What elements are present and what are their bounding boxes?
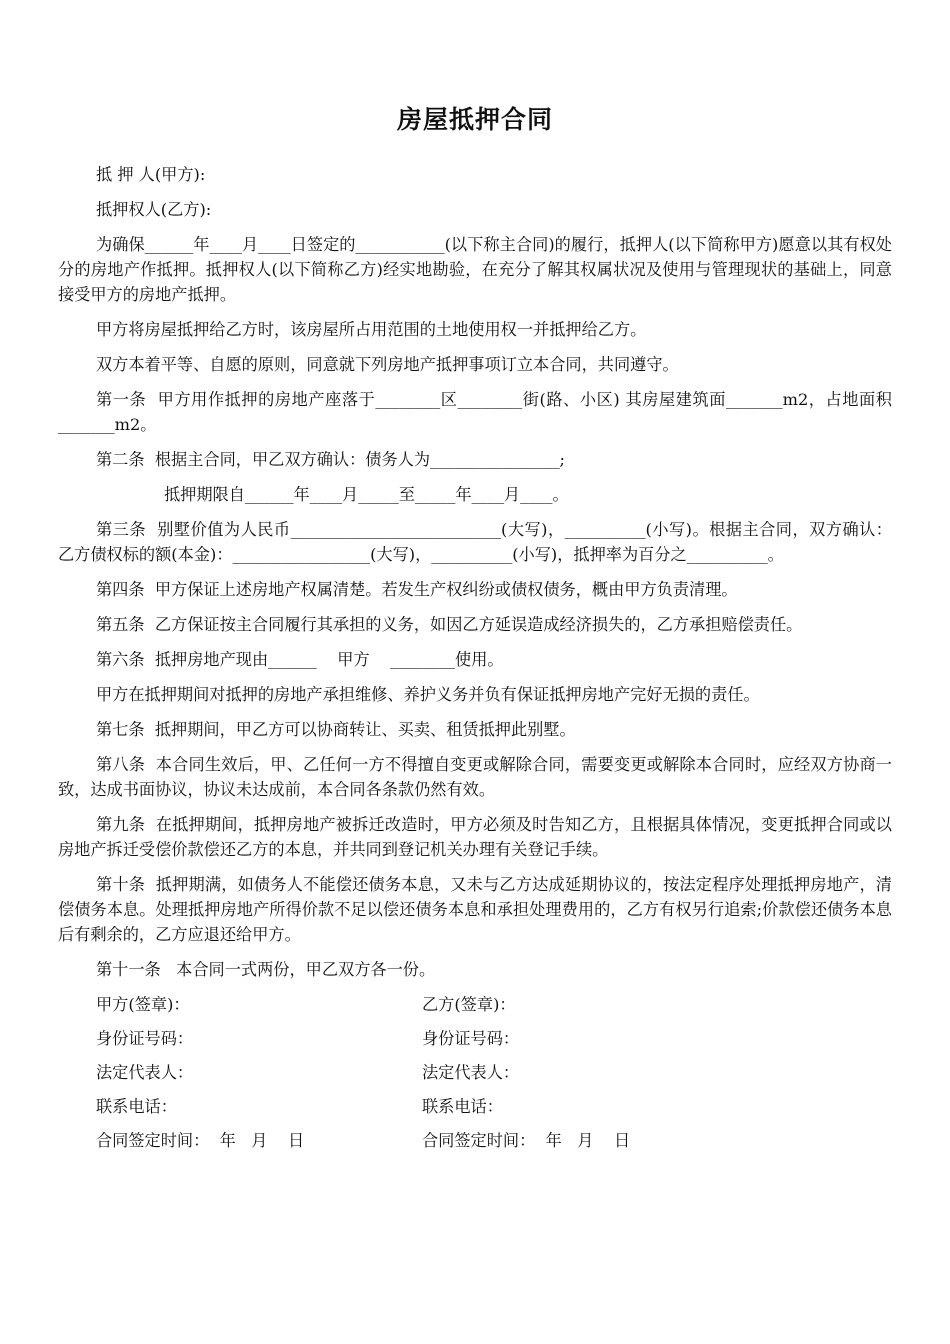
article-5: 第五条 乙方保证按主合同履行其承担的义务，如因乙方延误造成经济损失的，乙方承担赔偿责任。 (96, 615, 803, 634)
party-a-seal-label: 甲方(签章)： (96, 995, 190, 1014)
party-a-line: 抵 押 人(甲方): (96, 165, 206, 184)
article-3: 第三条 别墅价值为人民币__________________________(大写)，__________(小写)。根据主合同，双方确认：乙方债权标的额(本金)：_________________(大写)，__________(小写)，抵押率为百分之__________。 (58, 520, 892, 564)
signature-row (96, 1026, 892, 1060)
article-1: 第一条 甲方用作抵押的房地产座落于________区________街(路、小区) 其房屋建筑面_______m2，占地面积_______m2。 (58, 390, 892, 434)
party-a-id-label: 身份证号码： (96, 1029, 194, 1048)
preamble-paragraph: 为确保______年____月____日签定的___________(以下称主合同)的履行，抵押人(以下简称甲方)愿意以其有权处分的房地产作抵押。抵押权人(以下简称乙方)经实地勘验，在充分了解其权属状况及使用与管理现状的基础上，同意接受甲方的房地产抵押。 (58, 235, 892, 304)
party-a-representative-label: 法定代表人： (96, 1063, 194, 1082)
article-2: 第二条 根据主合同，甲乙双方确认：债务人为________________; (96, 450, 565, 469)
party-b-phone-label: 联系电话： (422, 1097, 503, 1116)
signature-row (96, 1094, 892, 1128)
signature-row (96, 1060, 892, 1094)
party-b-representative-label: 法定代表人： (422, 1063, 520, 1082)
article-8: 第八条 本合同生效后，甲、乙任何一方不得擅自变更或解除合同，需要变更或解除本合同时，应经双方协商一致，达成书面协议，协议未达成前，本合同各条款仍然有效。 (58, 755, 892, 799)
mortgage-term-line: 抵押期限自______年____月_____至_____年____月____。 (164, 485, 569, 504)
signature-row (96, 992, 892, 1026)
party-b-date-label: 合同签定时间： 年 月 日 (422, 1131, 631, 1150)
party-b-id-label: 身份证号码： (422, 1029, 520, 1048)
document-title: 房屋抵押合同 (396, 105, 553, 134)
article-9: 第九条 在抵押期间，抵押房地产被拆迁改造时，甲方必须及时告知乙方，且根据具体情况，变更抵押合同或以房地产拆迁受偿价款偿还乙方的本息，并共同到登记机关办理有关登记手续。 (58, 815, 892, 859)
party-b-line: 抵押权人(乙方): (96, 200, 212, 219)
article-11: 第十一条 本合同一式两份，甲乙双方各一份。 (96, 960, 436, 979)
article-6: 第六条 抵押房地产现由______ 甲方 ________使用。 (96, 650, 504, 669)
party-a-date-label: 合同签定时间： 年 月 日 (96, 1131, 305, 1150)
signature-row (96, 1128, 892, 1162)
article-7: 第七条 抵押期间，甲乙方可以协商转让、买卖、租赁抵押此别墅。 (96, 720, 576, 739)
party-b-seal-label: 乙方(签章)： (422, 995, 516, 1014)
land-use-paragraph: 甲方将房屋抵押给乙方时，该房屋所占用范围的土地使用权一并抵押给乙方。 (96, 320, 647, 339)
party-a-phone-label: 联系电话： (96, 1097, 177, 1116)
article-10: 第十条 抵押期满，如债务人不能偿还债务本息，又未与乙方达成延期协议的，按法定程序处理抵押房地产，清偿债务本息。处理抵押房地产所得价款不足以偿还债务本息和承担处理费用的，乙方有权另行追索;价款偿还债务本息后有剩余的，乙方应退还给甲方。 (58, 875, 892, 944)
contract-page (58, 100, 892, 1162)
article-4: 第四条 甲方保证上述房地产权属清楚。若发生产权纠纷或债权债务，概由甲方负责清理。 (96, 580, 738, 599)
maintenance-paragraph: 甲方在抵押期间对抵押的房地产承担维修、养护义务并负有保证抵押房地产完好无损的责任。 (96, 685, 760, 704)
signature-block (58, 992, 892, 1162)
agreement-principle-paragraph: 双方本着平等、自愿的原则，同意就下列房地产抵押事项订立本合同，共同遵守。 (96, 355, 679, 374)
